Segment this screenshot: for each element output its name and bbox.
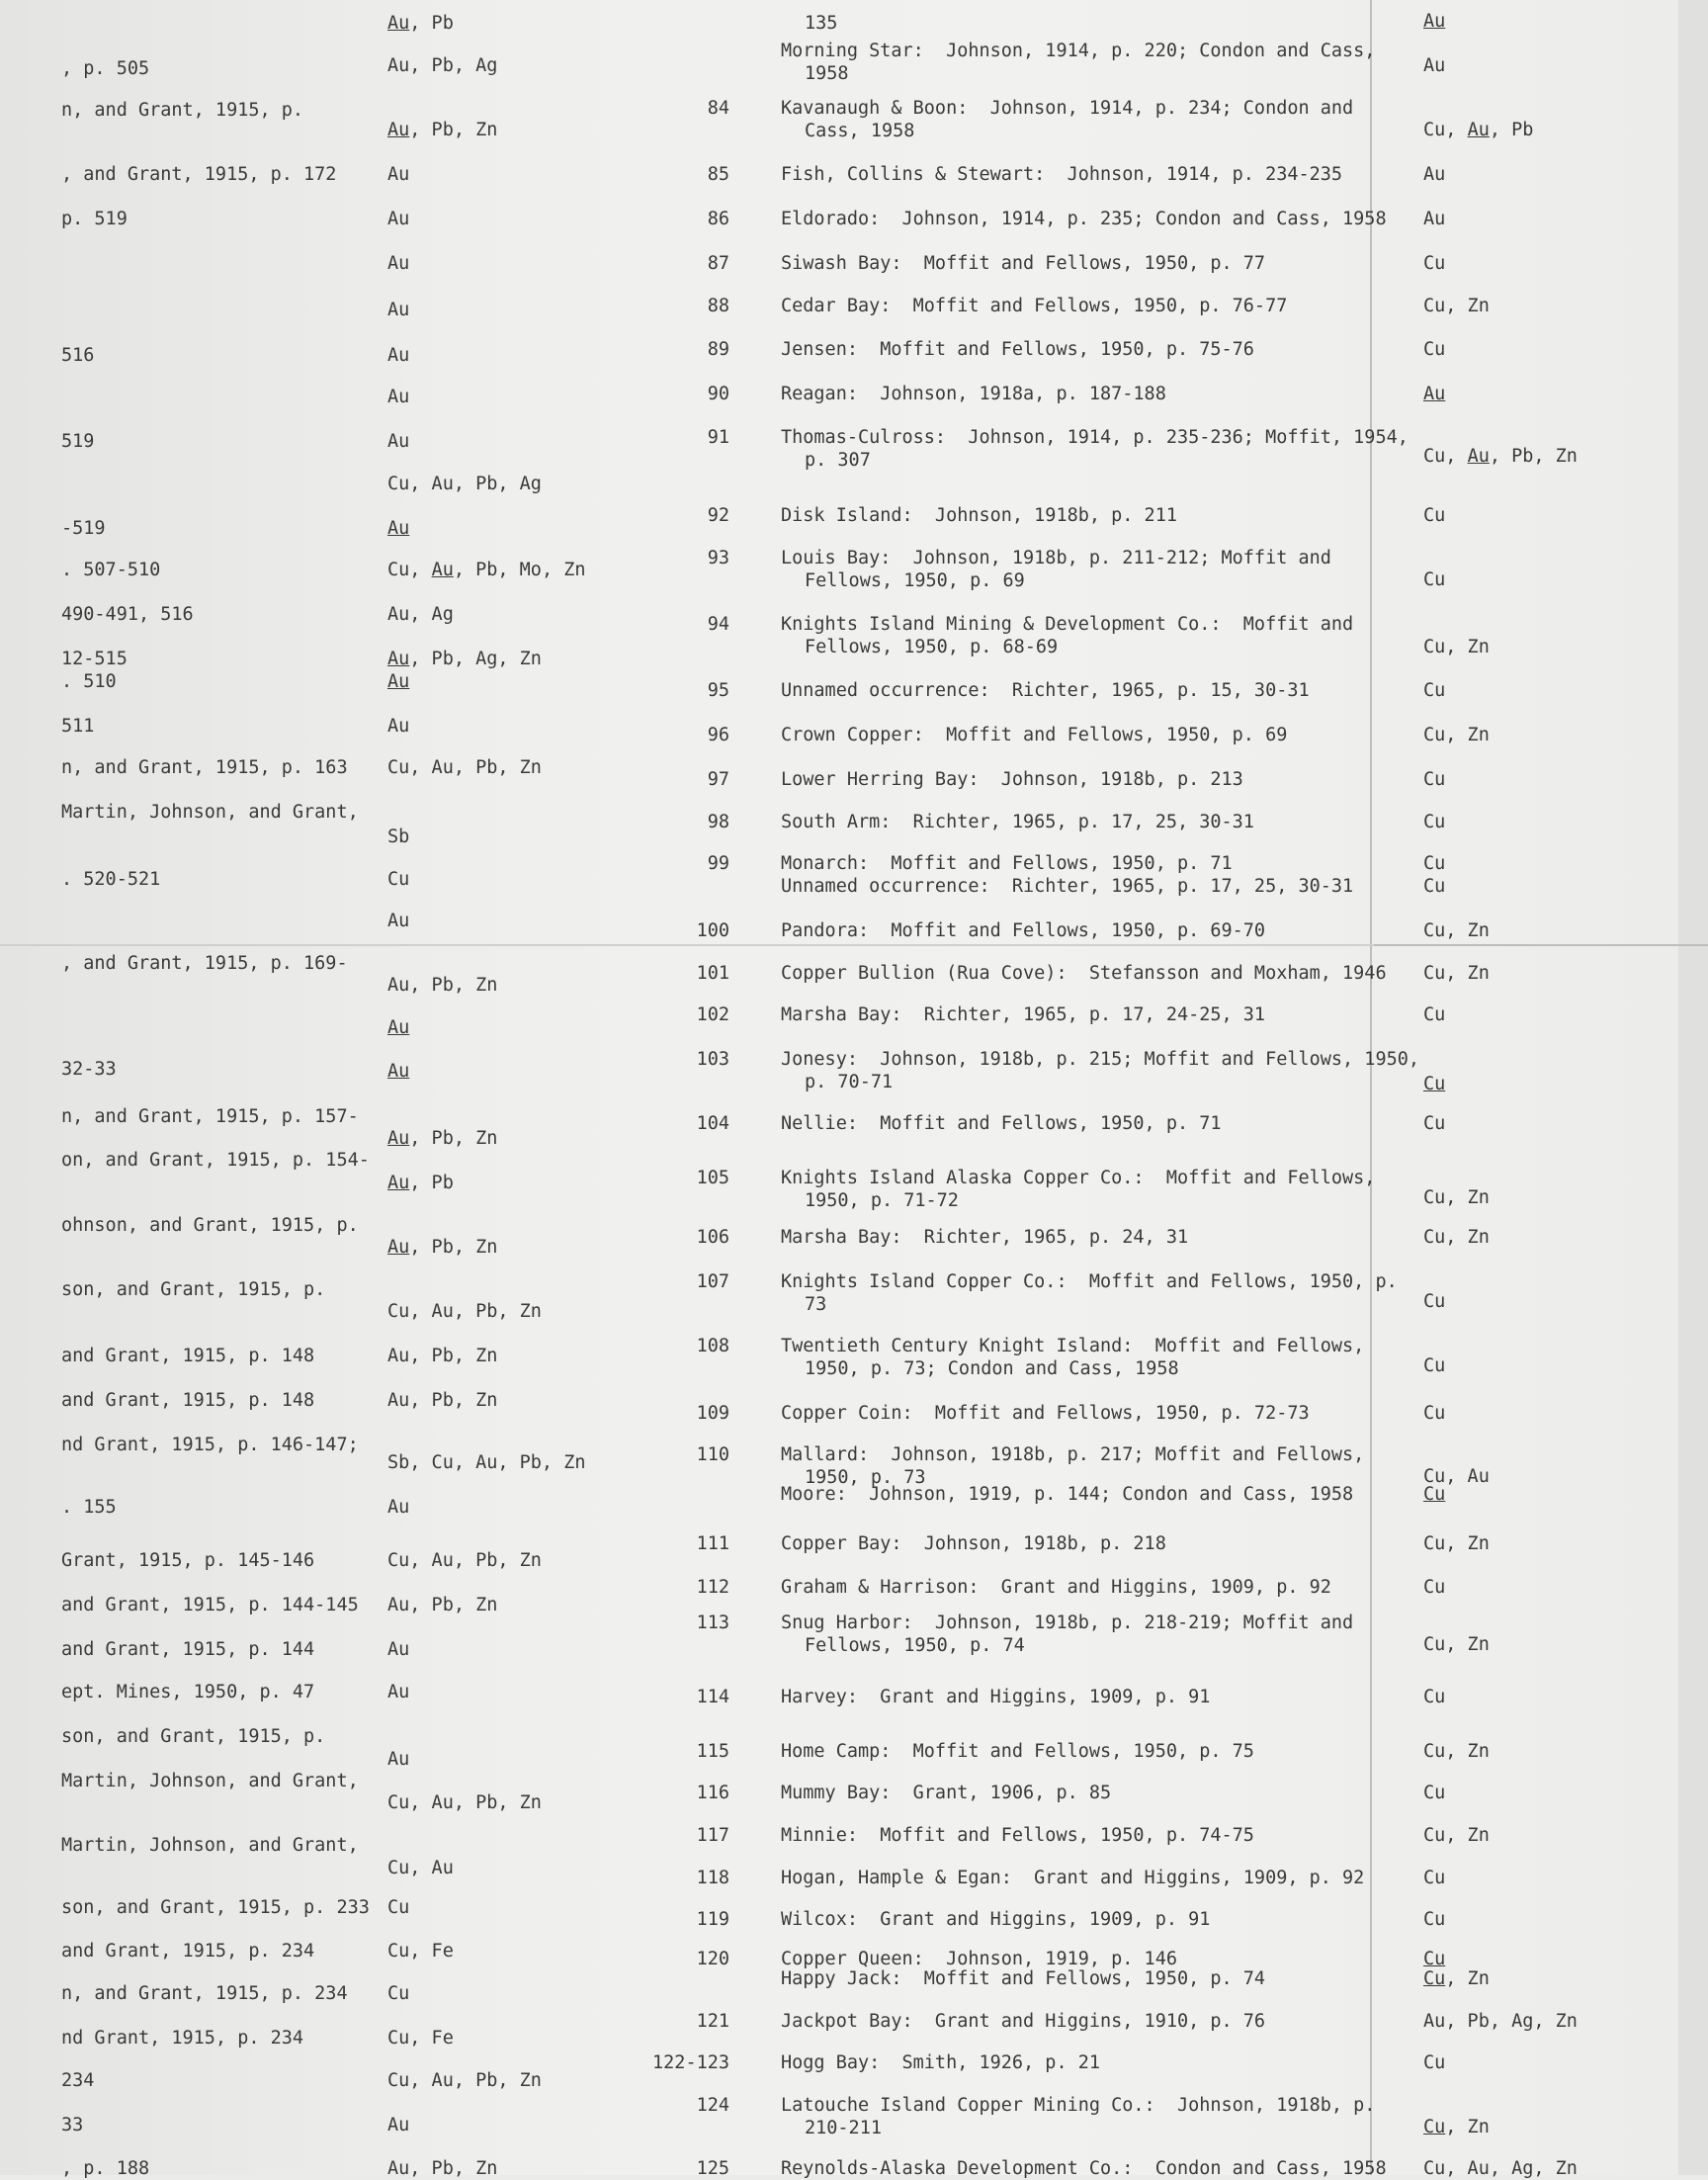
entry-minerals: Au xyxy=(1423,384,1446,404)
entry-minerals: Cu, Zn xyxy=(1423,920,1490,941)
entry-reference-continuation: Fellows, 1950, p. 69 xyxy=(805,570,1025,591)
left-minerals: Au xyxy=(387,1017,410,1038)
entry-minerals: Cu, Au, Ag, Zn xyxy=(1423,2158,1578,2179)
entry-minerals: Cu xyxy=(1423,2052,1446,2073)
left-minerals: Cu, Au, Pb, Zn xyxy=(387,2070,542,2091)
entry-reference-continuation: 1958 xyxy=(805,63,849,84)
entry-reference-continuation: p. 70-71 xyxy=(805,1072,894,1092)
fold-line-vertical xyxy=(1370,0,1372,2175)
entry-minerals: Cu, Zn xyxy=(1423,1634,1490,1655)
left-minerals: Cu, Au, Pb, Zn xyxy=(387,1792,542,1813)
entry-reference-line: Knights Island Mining & Development Co.: Moffit and xyxy=(781,614,1354,635)
left-minerals: Au xyxy=(387,1682,410,1702)
left-minerals: Cu, Au, Pb, Zn xyxy=(387,1301,542,1322)
entry-minerals: Cu xyxy=(1423,812,1446,832)
entry-reference-line: Reynolds-Alaska Development Co.: Condon and Cass, 1958 xyxy=(781,2158,1387,2179)
entry-minerals: Cu, Zn xyxy=(1423,2117,1490,2137)
left-minerals: Au xyxy=(387,1497,410,1518)
entry-minerals: Cu, Zn xyxy=(1423,1227,1490,1248)
left-reference-fragment: and Grant, 1915, p. 144-145 xyxy=(61,1595,359,1615)
left-minerals: Cu xyxy=(387,869,410,890)
entry-minerals: Au xyxy=(1423,209,1446,229)
left-reference-fragment: 234 xyxy=(61,2070,95,2091)
left-minerals: Au xyxy=(387,2115,410,2136)
entry-reference-continuation: p. 307 xyxy=(805,450,871,471)
entry-minerals: Cu xyxy=(1423,1687,1446,1707)
entry-minerals: Cu xyxy=(1423,1004,1446,1025)
left-reference-fragment: ohnson, and Grant, 1915, p. xyxy=(61,1215,359,1236)
entry-minerals: Cu, Zn xyxy=(1423,725,1490,745)
left-minerals: Au, Pb xyxy=(387,13,454,34)
entry-reference-continuation: Cass, 1958 xyxy=(805,121,915,141)
entry-reference-line: Latouche Island Copper Mining Co.: Johnson, 1918b, p. xyxy=(781,2095,1376,2116)
entry-number: 120 xyxy=(696,1949,729,1969)
entry-reference-continuation: Fellows, 1950, p. 68-69 xyxy=(805,637,1059,657)
left-reference-fragment: . 520-521 xyxy=(61,869,161,890)
entry-reference-line: Twentieth Century Knight Island: Moffit and Fellows, xyxy=(781,1336,1365,1356)
entry-reference-line: Morning Star: Johnson, 1914, p. 220; Condon and Cass, xyxy=(781,41,1376,61)
left-minerals: Au, Pb xyxy=(387,1173,454,1193)
left-minerals: Au, Pb, Zn xyxy=(387,1595,498,1615)
entry-number: 94 xyxy=(707,614,729,635)
entry-reference-line: Mummy Bay: Grant, 1906, p. 85 xyxy=(781,1783,1112,1803)
left-minerals: Au xyxy=(387,253,410,274)
left-minerals: Au xyxy=(387,911,410,931)
left-reference-fragment: , and Grant, 1915, p. 172 xyxy=(61,164,337,185)
left-reference-fragment: , p. 188 xyxy=(61,2158,150,2179)
entry-number: 117 xyxy=(696,1825,729,1846)
entry-minerals: Cu xyxy=(1423,1783,1446,1803)
entry-reference-line: South Arm: Richter, 1965, p. 17, 25, 30-31 xyxy=(781,812,1254,832)
entry-reference-line: Fish, Collins & Stewart: Johnson, 1914, p. 234-235 xyxy=(781,164,1343,185)
entry-number: 97 xyxy=(707,769,729,790)
entry-reference-line: Lower Herring Bay: Johnson, 1918b, p. 213 xyxy=(781,769,1243,790)
entry-minerals: Cu, Zn xyxy=(1423,1825,1490,1846)
entry-reference-continuation: 1950, p. 73; Condon and Cass, 1958 xyxy=(805,1358,1179,1379)
left-reference-fragment: 519 xyxy=(61,431,95,452)
entry-minerals: Cu, Zn xyxy=(1423,1533,1490,1554)
entry-number: 89 xyxy=(707,339,729,360)
left-reference-fragment: -519 xyxy=(61,518,106,539)
left-reference-fragment: 32-33 xyxy=(61,1059,117,1080)
entry-reference-line: Minnie: Moffit and Fellows, 1950, p. 74-75 xyxy=(781,1825,1254,1846)
entry-number: 101 xyxy=(696,963,729,984)
left-minerals: Cu, Au, Pb, Mo, Zn xyxy=(387,560,586,580)
entry-reference-line: Eldorado: Johnson, 1914, p. 235; Condon and Cass, 1958 xyxy=(781,209,1387,229)
left-minerals: Cu, Au xyxy=(387,1858,454,1878)
entry-reference-line: Copper Queen: Johnson, 1919, p. 146 xyxy=(781,1949,1177,1969)
entry-reference-line: Marsha Bay: Richter, 1965, p. 24, 31 xyxy=(781,1227,1189,1248)
entry-number: 121 xyxy=(696,2011,729,2032)
left-reference-fragment: ept. Mines, 1950, p. 47 xyxy=(61,1682,315,1702)
left-minerals: Au, Pb, Zn xyxy=(387,1390,498,1411)
entry-number: 95 xyxy=(707,680,729,701)
entry-reference-line: Moore: Johnson, 1919, p. 144; Condon and Cass, 1958 xyxy=(781,1484,1354,1505)
left-minerals: Cu xyxy=(387,1983,410,2004)
entry-number: 109 xyxy=(696,1403,729,1424)
entry-number: 96 xyxy=(707,725,729,745)
entry-reference-line: Graham & Harrison: Grant and Higgins, 1909, p. 92 xyxy=(781,1577,1331,1598)
left-minerals: Cu, Fe xyxy=(387,1941,454,1962)
left-minerals: Au xyxy=(387,716,410,737)
entry-minerals: Cu, Au xyxy=(1423,1466,1490,1487)
entry-minerals: Au xyxy=(1423,55,1446,76)
entry-reference-line: Knights Island Copper Co.: Moffit and Fellows, 1950, p. xyxy=(781,1271,1398,1292)
entry-minerals: Cu xyxy=(1423,505,1446,526)
left-minerals: Au xyxy=(387,1061,410,1082)
entry-reference-line: Hogan, Hample & Egan: Grant and Higgins, 1909, p. 92 xyxy=(781,1868,1365,1888)
left-reference-fragment: nd Grant, 1915, p. 146-147; xyxy=(61,1435,359,1455)
left-minerals: Au xyxy=(387,671,410,692)
page-edge-shadow xyxy=(1678,0,1708,2175)
entry-number: 111 xyxy=(696,1533,729,1554)
entry-number: 114 xyxy=(696,1687,729,1707)
entry-number: 106 xyxy=(696,1227,729,1248)
entry-reference-line: Copper Bay: Johnson, 1918b, p. 218 xyxy=(781,1533,1166,1554)
left-minerals: Au xyxy=(387,431,410,452)
left-minerals: Au, Pb, Zn xyxy=(387,1237,498,1258)
entry-minerals: Cu xyxy=(1423,1909,1446,1930)
left-reference-fragment: n, and Grant, 1915, p. xyxy=(61,100,304,121)
left-minerals: Sb xyxy=(387,827,410,847)
entry-minerals: Cu xyxy=(1423,876,1446,897)
entry-minerals: Cu xyxy=(1423,569,1446,590)
entry-reference-line: Pandora: Moffit and Fellows, 1950, p. 69-70 xyxy=(781,920,1266,941)
entry-reference-continuation: Fellows, 1950, p. 74 xyxy=(805,1635,1025,1656)
entry-number: 107 xyxy=(696,1271,729,1292)
left-reference-fragment: son, and Grant, 1915, p. xyxy=(61,1279,326,1300)
entry-reference-line: Disk Island: Johnson, 1918b, p. 211 xyxy=(781,505,1177,526)
entry-reference-line: 135 xyxy=(805,13,838,34)
entry-reference-line: Knights Island Alaska Copper Co.: Moffit and Fellows, xyxy=(781,1168,1376,1188)
entry-reference-continuation: 73 xyxy=(805,1294,827,1315)
entry-minerals: Cu xyxy=(1423,253,1446,274)
entry-reference-line: Copper Coin: Moffit and Fellows, 1950, p. 72-73 xyxy=(781,1403,1310,1424)
entry-reference-line: Jensen: Moffit and Fellows, 1950, p. 75-76 xyxy=(781,339,1254,360)
entry-minerals: Cu xyxy=(1423,1074,1446,1094)
left-minerals: Au, Pb, Zn xyxy=(387,1346,498,1366)
entry-reference-line: Crown Copper: Moffit and Fellows, 1950, p. 69 xyxy=(781,725,1288,745)
entry-minerals: Cu xyxy=(1423,339,1446,360)
entry-minerals: Cu, Zn xyxy=(1423,1741,1490,1762)
left-reference-fragment: son, and Grant, 1915, p. 233 xyxy=(61,1897,370,1918)
left-reference-fragment: 12-515 xyxy=(61,649,128,669)
left-reference-fragment: n, and Grant, 1915, p. 163 xyxy=(61,757,348,778)
entry-minerals: Au xyxy=(1423,164,1446,185)
entry-number: 87 xyxy=(707,253,729,274)
left-minerals: Sb, Cu, Au, Pb, Zn xyxy=(387,1452,586,1473)
entry-reference-line: Wilcox: Grant and Higgins, 1909, p. 91 xyxy=(781,1909,1211,1930)
entry-reference-line: Siwash Bay: Moffit and Fellows, 1950, p. 77 xyxy=(781,253,1266,274)
left-reference-fragment: and Grant, 1915, p. 148 xyxy=(61,1390,315,1411)
left-reference-fragment: n, and Grant, 1915, p. 234 xyxy=(61,1983,348,2004)
entry-reference-continuation: 1950, p. 71-72 xyxy=(805,1190,959,1211)
left-minerals: Au xyxy=(387,1749,410,1770)
entry-minerals: Cu, Au, Pb xyxy=(1423,120,1534,140)
entry-reference-line: Unnamed occurrence: Richter, 1965, p. 15, 30-31 xyxy=(781,680,1310,701)
entry-minerals: Cu xyxy=(1423,680,1446,701)
entry-reference-line: Jackpot Bay: Grant and Higgins, 1910, p. 76 xyxy=(781,2011,1266,2032)
entry-reference-line: Hogg Bay: Smith, 1926, p. 21 xyxy=(781,2052,1101,2073)
entry-minerals: Cu, Zn xyxy=(1423,296,1490,316)
left-reference-fragment: Grant, 1915, p. 145-146 xyxy=(61,1550,315,1571)
left-reference-fragment: 33 xyxy=(61,2115,84,2136)
left-reference-fragment: Martin, Johnson, and Grant, xyxy=(61,1771,359,1791)
entry-minerals: Cu, Zn xyxy=(1423,637,1490,657)
left-minerals: Cu xyxy=(387,1897,410,1918)
left-reference-fragment: . 510 xyxy=(61,671,117,692)
entry-number: 86 xyxy=(707,209,729,229)
left-reference-fragment: 511 xyxy=(61,716,95,737)
entry-reference-line: Jonesy: Johnson, 1918b, p. 215; Moffit and Fellows, 1950, xyxy=(781,1049,1420,1070)
entry-reference-line: Unnamed occurrence: Richter, 1965, p. 17, 25, 30-31 xyxy=(781,876,1354,897)
left-reference-fragment: , p. 505 xyxy=(61,58,150,79)
entry-number: 112 xyxy=(696,1577,729,1598)
entry-minerals: Cu, Zn xyxy=(1423,963,1490,984)
entry-minerals: Cu xyxy=(1423,1577,1446,1598)
entry-minerals: Cu xyxy=(1423,1113,1446,1134)
entry-number: 88 xyxy=(707,296,729,316)
left-minerals: Au xyxy=(387,518,410,539)
entry-minerals: Cu, Au, Pb, Zn xyxy=(1423,446,1578,467)
entry-reference-line: Snug Harbor: Johnson, 1918b, p. 218-219; Moffit and xyxy=(781,1613,1354,1633)
entry-number: 91 xyxy=(707,427,729,448)
entry-number: 125 xyxy=(696,2158,729,2179)
entry-number: 99 xyxy=(707,853,729,874)
entry-minerals: Cu xyxy=(1423,1355,1446,1376)
left-minerals: Au, Pb, Ag xyxy=(387,55,498,76)
left-reference-fragment: 516 xyxy=(61,345,95,366)
entry-number: 110 xyxy=(696,1444,729,1465)
left-minerals: Au, Pb, Zn xyxy=(387,1128,498,1149)
left-reference-fragment: , and Grant, 1915, p. 169- xyxy=(61,953,348,974)
entry-reference-line: Kavanaugh & Boon: Johnson, 1914, p. 234; Condon and xyxy=(781,98,1354,119)
left-reference-fragment: and Grant, 1915, p. 144 xyxy=(61,1639,315,1660)
entry-minerals: Au, Pb, Ag, Zn xyxy=(1423,2011,1578,2032)
entry-reference-line: Louis Bay: Johnson, 1918b, p. 211-212; Moffit and xyxy=(781,548,1331,568)
left-minerals: Cu, Au, Pb, Zn xyxy=(387,757,542,778)
entry-minerals: Au xyxy=(1423,11,1446,32)
left-minerals: Au xyxy=(387,300,410,320)
entry-number: 102 xyxy=(696,1004,729,1025)
left-minerals: Cu, Au, Pb, Zn xyxy=(387,1550,542,1571)
left-reference-fragment: . 507-510 xyxy=(61,560,161,580)
entry-reference-continuation: 210-211 xyxy=(805,2118,882,2138)
entry-number: 100 xyxy=(696,920,729,941)
entry-number: 122-123 xyxy=(652,2052,729,2073)
entry-minerals: Cu xyxy=(1423,769,1446,790)
entry-number: 90 xyxy=(707,384,729,404)
entry-number: 103 xyxy=(696,1049,729,1070)
left-minerals: Au xyxy=(387,209,410,229)
entry-number: 119 xyxy=(696,1909,729,1930)
entry-number: 108 xyxy=(696,1336,729,1356)
entry-number: 115 xyxy=(696,1741,729,1762)
fold-line-horizontal-right xyxy=(1374,944,1708,946)
left-reference-fragment: son, and Grant, 1915, p. xyxy=(61,1726,326,1747)
left-minerals: Au, Pb, Ag, Zn xyxy=(387,649,542,669)
entry-reference-line: Copper Bullion (Rua Cove): Stefansson and Moxham, 1946 xyxy=(781,963,1387,984)
entry-reference-line: Nellie: Moffit and Fellows, 1950, p. 71 xyxy=(781,1113,1222,1134)
entry-reference-line: Reagan: Johnson, 1918a, p. 187-188 xyxy=(781,384,1166,404)
left-minerals: Au, Pb, Zn xyxy=(387,2158,498,2179)
left-reference-fragment: Martin, Johnson, and Grant, xyxy=(61,1835,359,1856)
left-minerals: Au xyxy=(387,387,410,407)
entry-number: 113 xyxy=(696,1613,729,1633)
left-reference-fragment: n, and Grant, 1915, p. 157- xyxy=(61,1106,359,1127)
entry-number: 93 xyxy=(707,548,729,568)
entry-minerals: Cu xyxy=(1423,853,1446,874)
entry-minerals: Cu xyxy=(1423,1291,1446,1312)
left-minerals: Au, Ag xyxy=(387,604,454,625)
entry-reference-line: Mallard: Johnson, 1918b, p. 217; Moffit and Fellows, xyxy=(781,1444,1365,1465)
entry-minerals: Cu xyxy=(1423,1868,1446,1888)
entry-reference-line: Marsha Bay: Richter, 1965, p. 17, 24-25, 31 xyxy=(781,1004,1266,1025)
entry-reference-line: Harvey: Grant and Higgins, 1909, p. 91 xyxy=(781,1687,1211,1707)
entry-number: 92 xyxy=(707,505,729,526)
left-minerals: Au xyxy=(387,345,410,366)
entry-number: 105 xyxy=(696,1168,729,1188)
left-minerals: Au xyxy=(387,164,410,185)
left-reference-fragment: nd Grant, 1915, p. 234 xyxy=(61,2028,304,2049)
entry-number: 124 xyxy=(696,2095,729,2116)
left-reference-fragment: Martin, Johnson, and Grant, xyxy=(61,802,359,823)
entry-number: 116 xyxy=(696,1783,729,1803)
entry-reference-continuation: 1950, p. 73 xyxy=(805,1467,926,1488)
left-minerals: Au xyxy=(387,1639,410,1660)
entry-reference-line: Cedar Bay: Moffit and Fellows, 1950, p. 76-77 xyxy=(781,296,1288,316)
entry-reference-line: Monarch: Moffit and Fellows, 1950, p. 71 xyxy=(781,853,1233,874)
left-reference-fragment: p. 519 xyxy=(61,209,128,229)
entry-number: 84 xyxy=(707,98,729,119)
entry-reference-line: Home Camp: Moffit and Fellows, 1950, p. 75 xyxy=(781,1741,1254,1762)
left-minerals: Cu, Fe xyxy=(387,2028,454,2049)
entry-number: 104 xyxy=(696,1113,729,1134)
entry-number: 98 xyxy=(707,812,729,832)
entry-minerals: Cu, Zn xyxy=(1423,1187,1490,1208)
left-reference-fragment: and Grant, 1915, p. 234 xyxy=(61,1941,315,1962)
left-reference-fragment: 490-491, 516 xyxy=(61,604,194,625)
left-minerals: Au, Pb, Zn xyxy=(387,120,498,140)
entry-number: 85 xyxy=(707,164,729,185)
left-reference-fragment: . 155 xyxy=(61,1497,117,1518)
left-reference-fragment: and Grant, 1915, p. 148 xyxy=(61,1346,315,1366)
entry-minerals: Cu xyxy=(1423,1484,1446,1505)
entry-minerals: Cu xyxy=(1423,1403,1446,1424)
entry-reference-line: Happy Jack: Moffit and Fellows, 1950, p. 74 xyxy=(781,1968,1266,1989)
left-minerals: Au, Pb, Zn xyxy=(387,975,498,996)
entry-minerals: Cu xyxy=(1423,1949,1446,1969)
entry-minerals: Cu, Zn xyxy=(1423,1968,1490,1989)
left-reference-fragment: on, and Grant, 1915, p. 154- xyxy=(61,1150,370,1171)
entry-reference-line: Thomas-Culross: Johnson, 1914, p. 235-236; Moffit, 1954, xyxy=(781,427,1409,448)
entry-number: 118 xyxy=(696,1868,729,1888)
left-minerals: Cu, Au, Pb, Ag xyxy=(387,474,542,494)
